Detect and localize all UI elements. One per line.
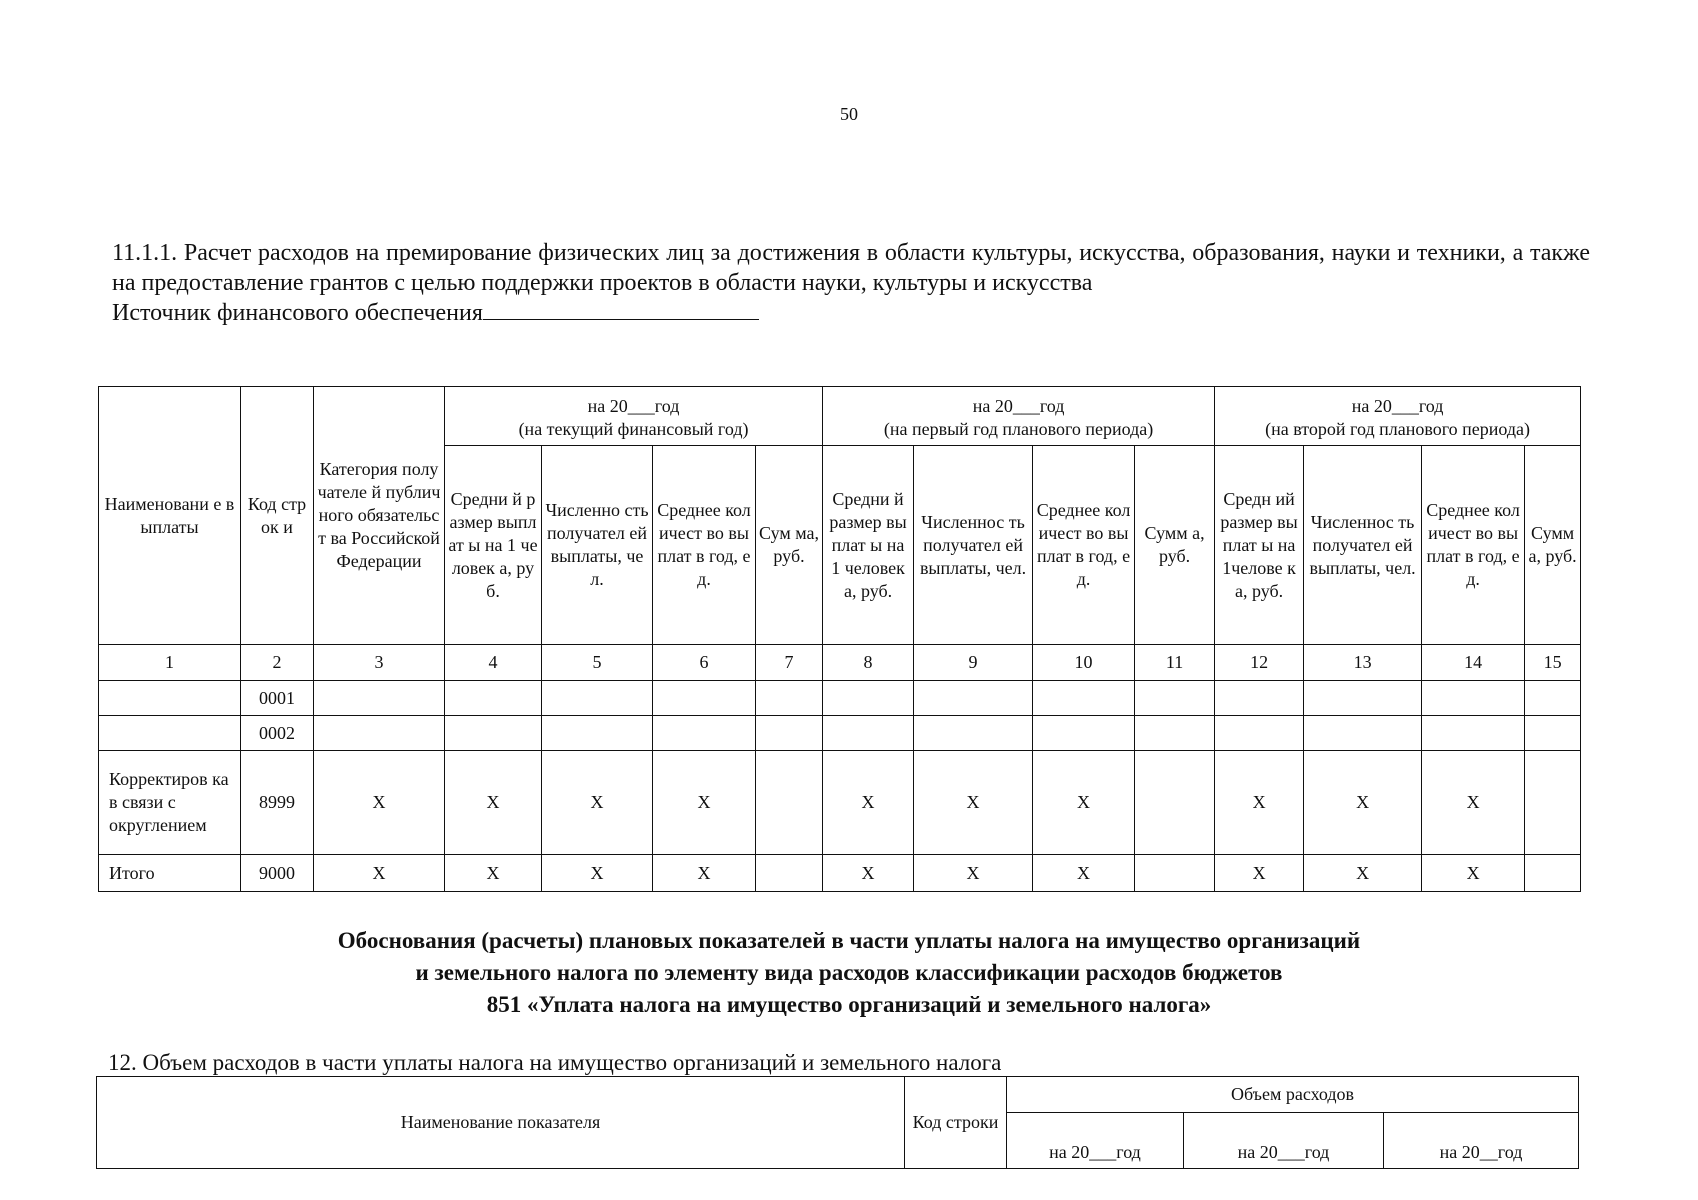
section-title-line: Обоснования (расчеты) плановых показателей в части уплаты налога на имущество организаций <box>337 928 1361 953</box>
input-cell[interactable] <box>1525 716 1581 751</box>
input-cell[interactable] <box>1215 716 1304 751</box>
header-recipient-category: Категория получателе й публичного обязательст ва Российской Федерации <box>314 387 445 645</box>
header-year: на 20___год <box>1007 1113 1184 1169</box>
group-period-label: (на второй год планового периода) <box>1265 419 1531 439</box>
not-applicable-mark: Х <box>542 855 653 892</box>
group-year-label: на 20___год <box>972 396 1065 416</box>
row-code-cell: 8999 <box>241 751 314 855</box>
row-code-cell: 0001 <box>241 681 314 716</box>
section-title <box>0 925 1698 1021</box>
header-avg-payments-per-year: Среднее количест во выплат в год, ед. <box>1422 446 1525 645</box>
rounding-row-label: Корректиров ка в связи с округлением <box>99 751 241 855</box>
not-applicable-mark: Х <box>1215 855 1304 892</box>
header-sum: Сумм а, руб. <box>1135 446 1215 645</box>
not-applicable-mark: Х <box>1304 751 1422 855</box>
input-cell[interactable] <box>1033 716 1135 751</box>
column-number: 15 <box>1525 645 1581 681</box>
column-number-row <box>99 645 1581 681</box>
column-number: 13 <box>1304 645 1422 681</box>
not-applicable-mark: Х <box>314 751 445 855</box>
row-name-cell[interactable] <box>99 716 241 751</box>
input-cell[interactable] <box>756 681 823 716</box>
not-applicable-mark: Х <box>542 751 653 855</box>
header-recipients-count: Численно сть получател ей выплаты, чел. <box>542 446 653 645</box>
header-indicator-name: Наименование показателя <box>97 1077 905 1169</box>
group-year-label: на 20___год <box>1351 396 1444 416</box>
input-cell[interactable] <box>314 681 445 716</box>
group-period-label: (на первый год планового периода) <box>883 419 1154 439</box>
row-code-cell: 0002 <box>241 716 314 751</box>
column-number: 5 <box>542 645 653 681</box>
header-avg-payments-per-year: Среднее количест во выплат в год, ед. <box>653 446 756 645</box>
input-cell[interactable] <box>314 716 445 751</box>
header-sum: Сум ма, руб. <box>756 446 823 645</box>
header-recipients-count: Численнос ть получател ей выплаты, чел. <box>914 446 1033 645</box>
not-applicable-mark: Х <box>445 855 542 892</box>
group-year-label: на 20___год <box>587 396 680 416</box>
not-applicable-mark: Х <box>914 855 1033 892</box>
total-row <box>99 855 1581 892</box>
table-row <box>99 716 1581 751</box>
header-group-second-plan-year <box>1215 387 1581 446</box>
group-period-label: (на текущий финансовый год) <box>518 419 749 439</box>
header-avg-payment: Средн ий размер выплат ы на 1челове ка, руб. <box>1215 446 1304 645</box>
calc-heading: 11.1.1. Расчет расходов на премирование физических лиц за достижения в области культуры, искусства, образования, науки и техники, а также на предоставление грантов с целью поддержки проектов в области науки, культуры и искусства <box>112 240 1590 296</box>
input-cell[interactable] <box>653 716 756 751</box>
funding-source-blank[interactable] <box>483 298 759 320</box>
input-cell[interactable] <box>653 681 756 716</box>
column-number: 7 <box>756 645 823 681</box>
not-applicable-mark: Х <box>914 751 1033 855</box>
column-number: 4 <box>445 645 542 681</box>
not-applicable-mark: Х <box>653 751 756 855</box>
not-applicable-mark: Х <box>314 855 445 892</box>
tax-expense-table <box>96 1076 1579 1169</box>
input-cell[interactable] <box>1135 716 1215 751</box>
column-number: 9 <box>914 645 1033 681</box>
funding-source-line <box>112 298 1590 328</box>
header-row-code: Код строки <box>905 1077 1007 1169</box>
header-year: на 20__год <box>1384 1113 1579 1169</box>
not-applicable-mark: Х <box>445 751 542 855</box>
header-group-first-plan-year <box>823 387 1215 446</box>
column-number: 11 <box>1135 645 1215 681</box>
row-code-cell: 9000 <box>241 855 314 892</box>
column-number: 3 <box>314 645 445 681</box>
header-group-current-year <box>445 387 823 446</box>
section-title-line: 851 «Уплата налога на имущество организаций и земельного налога» <box>486 992 1212 1017</box>
header-payment-name: Наименовани е выплаты <box>99 387 241 645</box>
column-number: 12 <box>1215 645 1304 681</box>
column-number: 10 <box>1033 645 1135 681</box>
column-number: 14 <box>1422 645 1525 681</box>
header-year: на 20___год <box>1184 1113 1384 1169</box>
input-cell[interactable] <box>445 681 542 716</box>
input-cell[interactable] <box>1422 681 1525 716</box>
column-number: 8 <box>823 645 914 681</box>
input-cell[interactable] <box>823 716 914 751</box>
input-cell[interactable] <box>823 681 914 716</box>
section-title-line: и земельного налога по элементу вида расходов классификации расходов бюджетов <box>415 960 1283 985</box>
intro-text <box>112 238 1590 328</box>
total-row-label: Итого <box>99 855 241 892</box>
input-cell[interactable] <box>1304 716 1422 751</box>
input-cell[interactable] <box>756 751 823 855</box>
header-avg-payment: Средни й размер выплат ы на 1 человек а, руб. <box>823 446 914 645</box>
not-applicable-mark: Х <box>1033 855 1135 892</box>
input-cell[interactable] <box>1135 855 1215 892</box>
input-cell[interactable] <box>542 716 653 751</box>
header-sum: Сумм а, руб. <box>1525 446 1581 645</box>
input-cell[interactable] <box>756 716 823 751</box>
input-cell[interactable] <box>1033 681 1135 716</box>
input-cell[interactable] <box>1135 751 1215 855</box>
not-applicable-mark: Х <box>823 751 914 855</box>
premium-calc-table <box>98 386 1581 892</box>
column-number: 2 <box>241 645 314 681</box>
input-cell[interactable] <box>1525 681 1581 716</box>
not-applicable-mark: Х <box>653 855 756 892</box>
input-cell[interactable] <box>1525 751 1581 855</box>
page-number: 50 <box>840 104 858 124</box>
input-cell[interactable] <box>914 681 1033 716</box>
input-cell[interactable] <box>756 855 823 892</box>
table-row <box>99 681 1581 716</box>
section-12-heading: 12. Объем расходов в части уплаты налога на имущество организаций и земельного налога <box>108 1050 1002 1075</box>
input-cell[interactable] <box>445 716 542 751</box>
rounding-adjustment-row <box>99 751 1581 855</box>
column-number: 6 <box>653 645 756 681</box>
input-cell[interactable] <box>1135 681 1215 716</box>
not-applicable-mark: Х <box>1422 855 1525 892</box>
row-name-cell[interactable] <box>99 681 241 716</box>
input-cell[interactable] <box>1525 855 1581 892</box>
input-cell[interactable] <box>1304 681 1422 716</box>
input-cell[interactable] <box>1422 716 1525 751</box>
column-number: 1 <box>99 645 241 681</box>
header-avg-payment: Средни й размер выплат ы на 1 человек а, руб. <box>445 446 542 645</box>
header-recipients-count: Численнос ть получател ей выплаты, чел. <box>1304 446 1422 645</box>
header-expense-volume: Объем расходов <box>1007 1077 1579 1113</box>
funding-source-label: Источник финансового обеспечения <box>112 300 483 326</box>
input-cell[interactable] <box>1215 681 1304 716</box>
header-row-code: Код строк и <box>241 387 314 645</box>
header-avg-payments-per-year: Среднее количест во выплат в год, ед. <box>1033 446 1135 645</box>
not-applicable-mark: Х <box>1304 855 1422 892</box>
not-applicable-mark: Х <box>823 855 914 892</box>
not-applicable-mark: Х <box>1422 751 1525 855</box>
input-cell[interactable] <box>914 716 1033 751</box>
not-applicable-mark: Х <box>1215 751 1304 855</box>
not-applicable-mark: Х <box>1033 751 1135 855</box>
input-cell[interactable] <box>542 681 653 716</box>
